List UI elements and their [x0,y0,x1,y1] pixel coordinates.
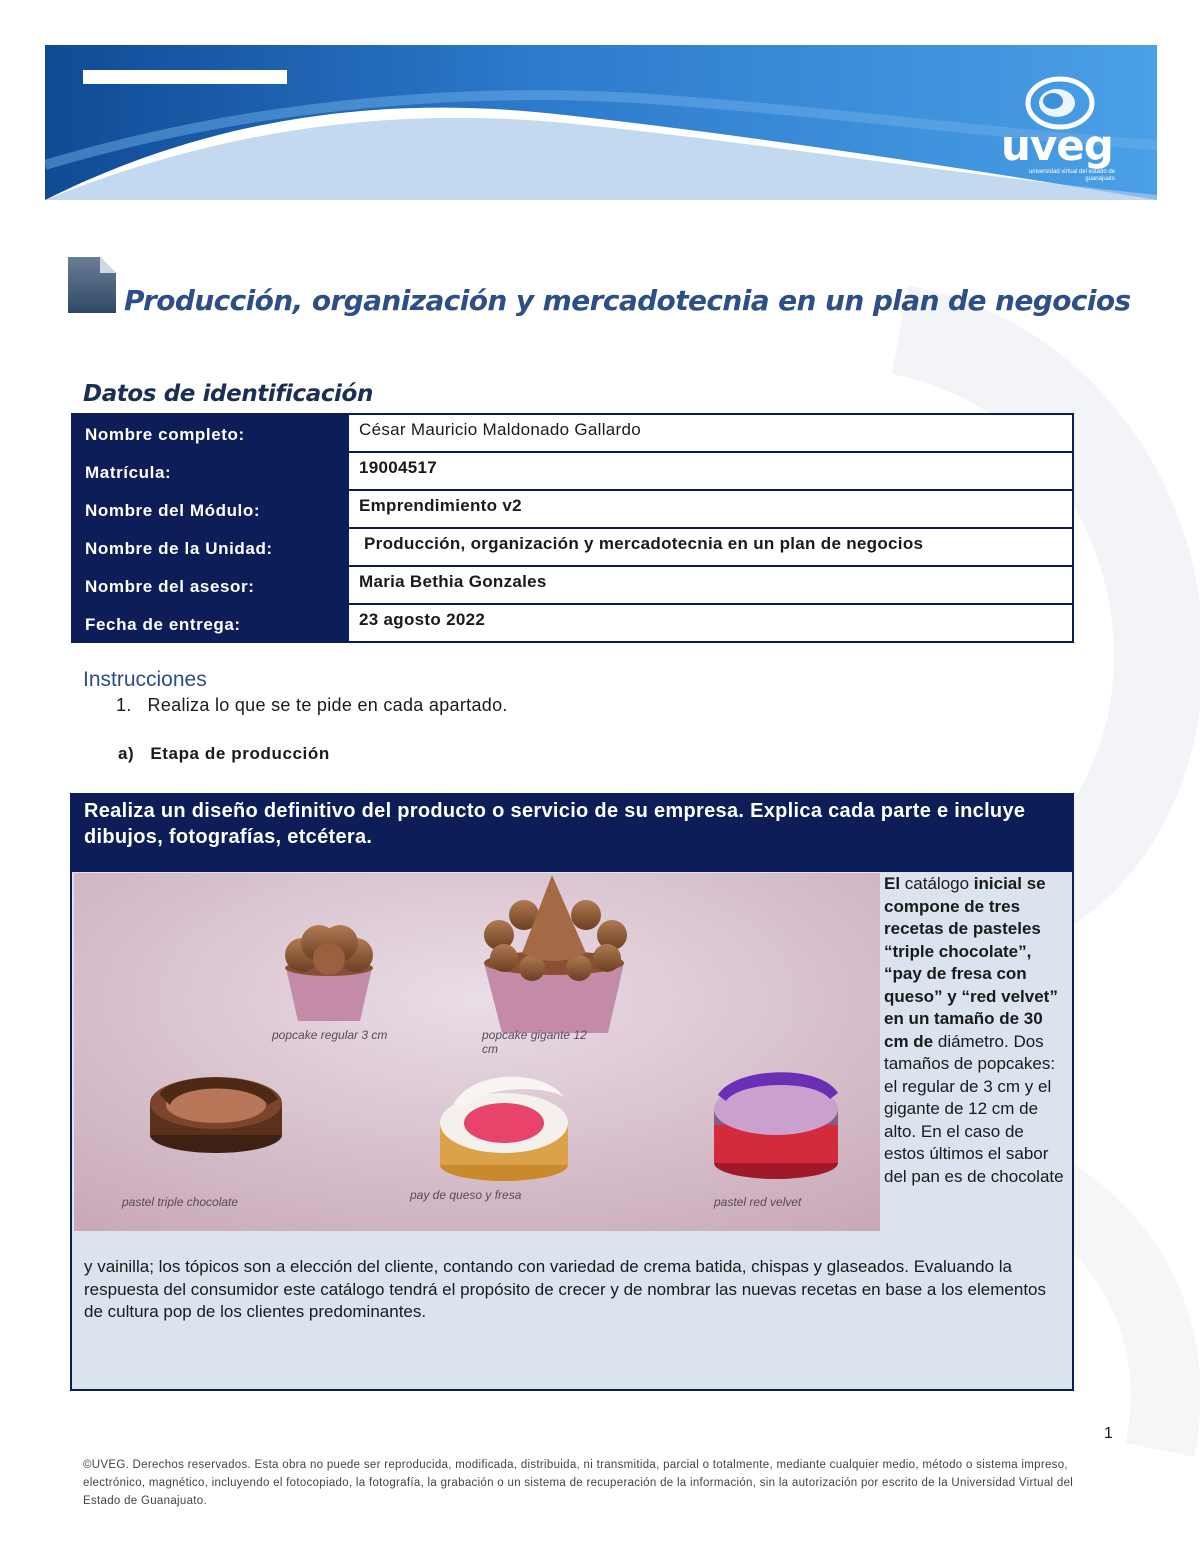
table-row [72,452,1073,490]
label-popcake-gigante-2: cm [482,1042,498,1056]
label-matricula: Matrícula: [72,452,348,490]
stage-heading [118,744,330,764]
value-matricula: 19004517 [348,452,1073,490]
banner-white-bar [83,70,287,84]
table-row [72,528,1073,566]
answer-regular-1: catálogo [900,874,974,893]
label-nombre-completo: Nombre completo: [72,414,348,452]
value-unidad: Producción, organización y mercadotecnia en un plan de negocios [348,528,1073,566]
page-title: Producción, organización y mercadotecnia en un plan de negocios [124,284,1131,317]
product-render-image [74,873,880,1231]
logo-wordmark: uveg [1001,121,1113,170]
section-heading: Datos de identificación [83,381,373,407]
instructions-title: Instrucciones [83,668,207,691]
label-modulo: Nombre del Módulo: [72,490,348,528]
table-row [72,604,1073,642]
value-asesor: Maria Bethia Gonzales [348,566,1073,604]
answer-regular-2: diámetro. Dos tamaños de popcakes: el regular de 3 cm y el gigante de 12 cm de alto. En el caso de estos últimos el sabor del pan es de chocolate [884,1031,1064,1186]
answer-side-text [884,873,1069,1188]
value-nombre-completo: César Mauricio Maldonado Gallardo [348,414,1073,452]
label-asesor: Nombre del asesor: [72,566,348,604]
answer-bold-1: El [884,874,901,893]
label-popcake-regular: popcake regular 3 cm [272,1028,388,1042]
popcake-regular [285,925,373,1021]
page-number: 1 [1104,1425,1113,1442]
copyright-footer: ©UVEG. Derechos reservados. Esta obra no puede ser reproducida, modificada, distribuida, ni transmitida, parcial o totalmente, mediante cualquier medio, método o sistema impreso, electrónico, magnético, incluyendo el fotocopiado, la fotografía, la grabación o un sistema de recuperación de la información, sin la autorización por escrito de la Universidad Virtual del Estado de Guanajuato. [83,1459,1074,1507]
table-row [72,490,1073,528]
stage-label: Etapa de producción [150,744,330,763]
table-row [72,414,1073,452]
table-row [72,566,1073,604]
label-red-velvet: pastel red velvet [714,1195,802,1209]
label-unidad: Nombre de la Unidad: [72,528,348,566]
label-pastel-triple: pastel triple chocolate [122,1195,239,1209]
uveg-logo [995,75,1120,185]
label-fecha: Fecha de entrega: [72,604,348,642]
stage-marker: a) [118,744,135,763]
question-prompt: Realiza un diseño definitivo del producto o servicio de su empresa. Explica cada parte e incluye dibujos, fotografías, etcétera. [84,800,1026,848]
label-pay-fresa: pay de queso y fresa [410,1188,522,1202]
pastel-red-velvet [714,1072,838,1179]
identification-table [71,413,1074,643]
pastel-triple-chocolate [150,1077,282,1153]
value-fecha: 23 agosto 2022 [348,604,1073,642]
header-banner [45,45,1157,200]
label-popcake-gigante-1: popcake gigante 12 [482,1028,587,1042]
value-modulo: Emprendimiento v2 [348,490,1073,528]
logo-subtext: universidad virtual del estado de guanajuato [1028,169,1115,182]
answer-bold-2: inicial se compone de tres recetas de pasteles “triple chocolate”, “pay de fresa con queso” y “red velvet” en un tamaño de 30 cm de [884,874,1058,1051]
answer-continuation: y vainilla; los tópicos son a elección del cliente, contando con variedad de crema batida, chispas y glaseados. Evaluando la respuesta del consumidor este catálogo tendrá el propósito de crecer y de nombrar las nuevas recetas en base a los elementos de cultura pop de los clientes predominantes. [84,1257,1046,1321]
instructions-item [116,695,508,716]
document-icon [66,255,118,315]
list-item-text: Realiza lo que se te pide en cada apartado. [147,695,508,715]
list-number: 1. [116,695,132,715]
